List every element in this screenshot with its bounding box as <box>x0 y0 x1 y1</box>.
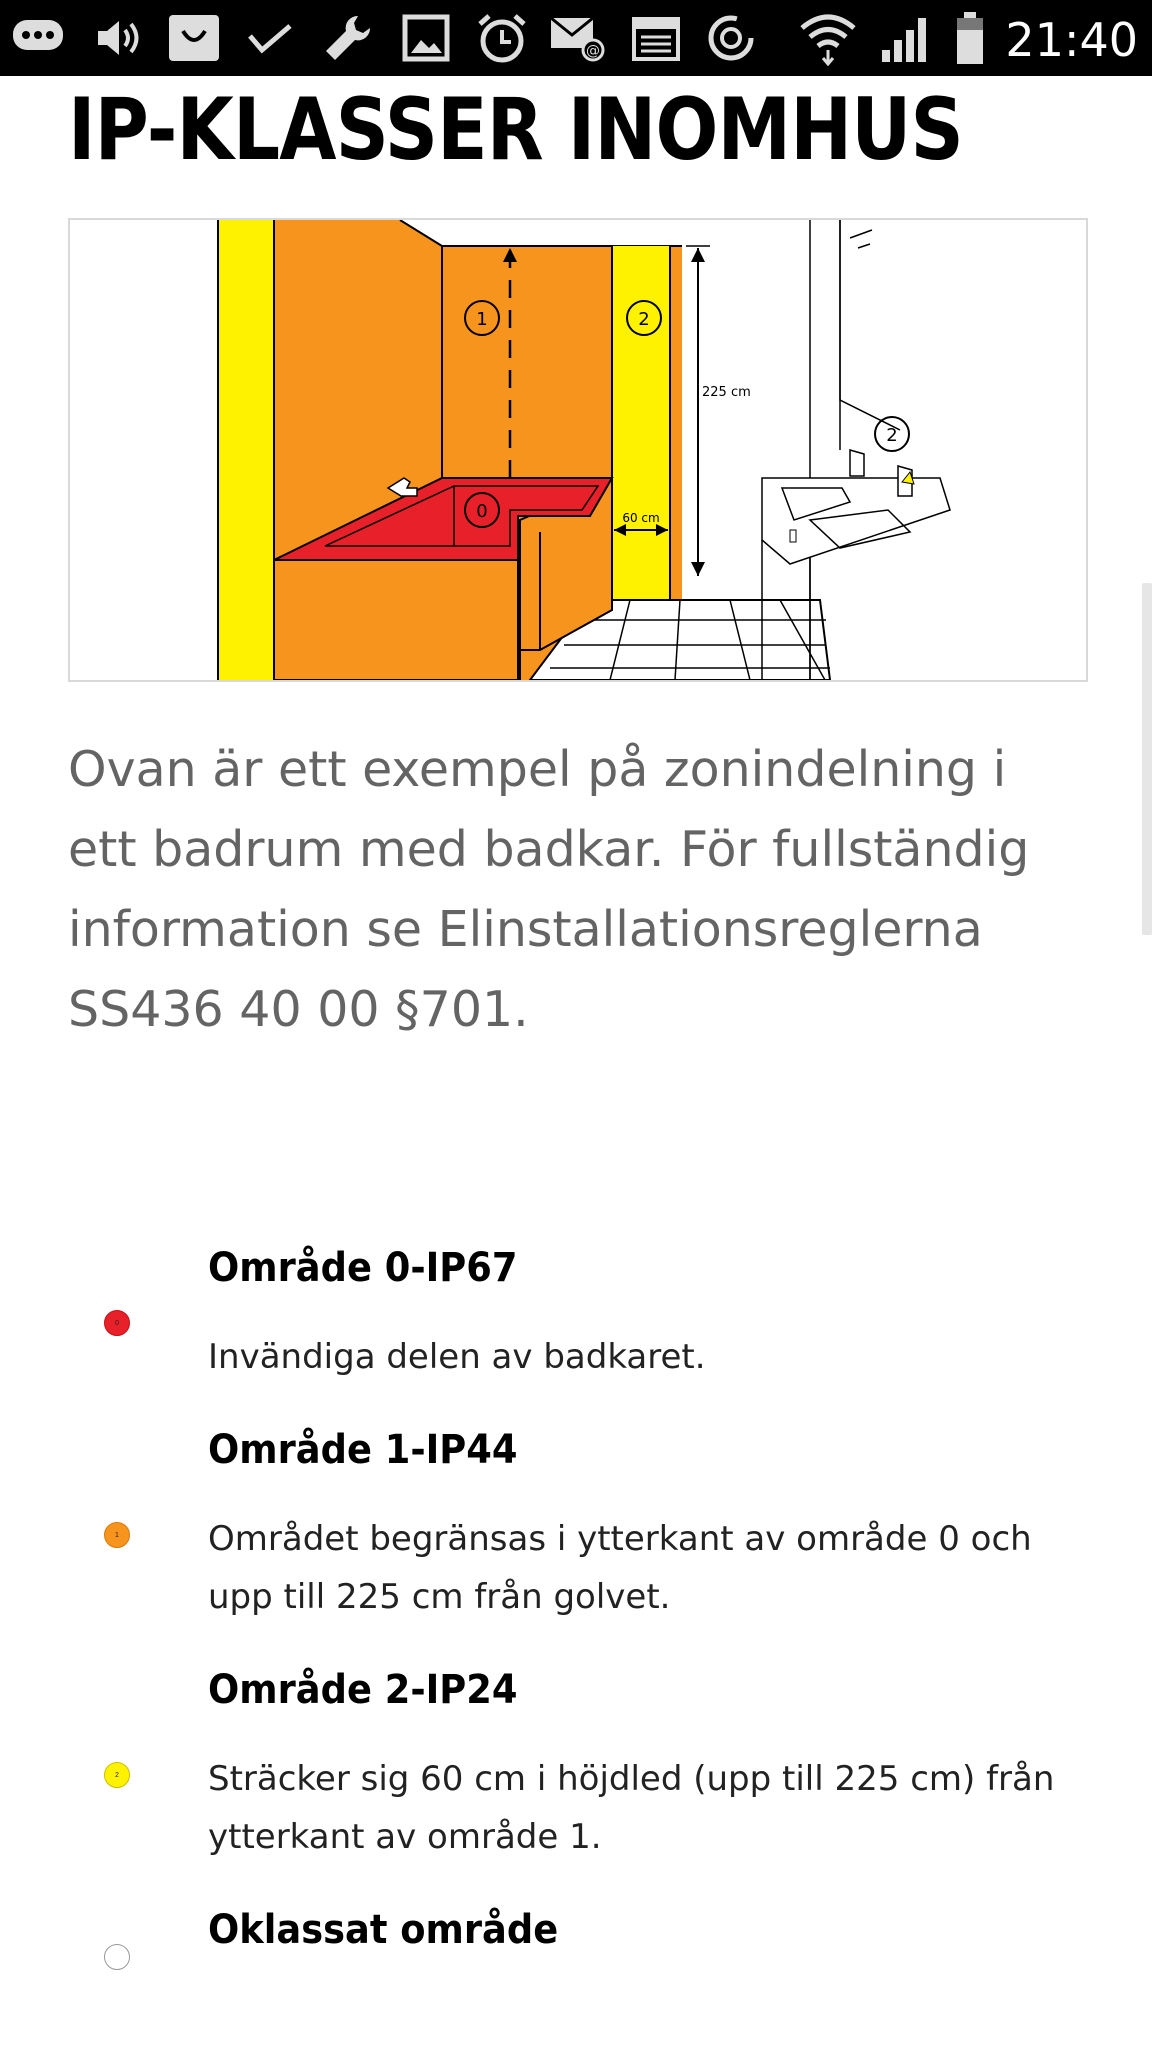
zone-color-dot: 1 <box>104 1522 130 1548</box>
page-title: IP-KLASSER INOMHUS <box>68 80 963 180</box>
height-dimension: 225 cm <box>702 385 751 400</box>
zone0-label: 0 <box>476 501 488 522</box>
sync-icon <box>702 0 760 76</box>
alarm-icon <box>474 0 530 76</box>
page-scrollbar[interactable] <box>1142 583 1152 935</box>
intro-text: Ovan är ett exempel på zonindelning i ett badrum med badkar. För fullständig information se Elinstallationsreglerna SS436 40 00 §701. <box>68 741 1030 1038</box>
volume-icon <box>88 0 148 76</box>
chat-icon <box>6 0 70 76</box>
wrench-icon <box>318 0 378 76</box>
zone-description: Området begränsas i ytterkant av område 0 och upp till 225 cm från golvet. <box>208 1519 1032 1617</box>
zone2-right-band <box>612 246 670 600</box>
width-dimension: 60 cm <box>622 511 660 525</box>
status-bar <box>0 0 1152 76</box>
status-time: 21:40 <box>1005 13 1138 67</box>
zone-title: Område 0-IP67 <box>208 1245 518 1291</box>
battery-icon <box>948 0 992 76</box>
check-icon <box>244 0 296 76</box>
zone-color-dot: 2 <box>104 1762 130 1788</box>
zone-color-dot: 0 <box>104 1310 130 1336</box>
zone2-left-band <box>218 220 274 680</box>
bathroom-zone-diagram <box>68 218 1088 682</box>
zone-color-dot <box>104 1944 130 1970</box>
svg-text:@: @ <box>586 43 600 59</box>
wifi-icon <box>796 0 860 76</box>
email-icon <box>548 0 608 76</box>
zone-title: Område 1-IP44 <box>208 1427 518 1473</box>
zone-description: Sträcker sig 60 cm i höjdled (upp till 225 cm) från ytterkant av område 1. <box>208 1759 1055 1857</box>
zone2-label: 2 <box>638 309 650 330</box>
zone2-sink-label: 2 <box>886 425 898 446</box>
image-icon <box>398 0 454 76</box>
zone-title: Oklassat område <box>208 1907 559 1953</box>
signal-icon <box>876 0 940 76</box>
shopping-bag-icon <box>164 0 224 76</box>
zone1-label: 1 <box>476 309 488 330</box>
zone-description: Invändiga delen av badkaret. <box>208 1337 706 1377</box>
calendar-icon <box>628 0 684 76</box>
zone-title: Område 2-IP24 <box>208 1667 518 1713</box>
